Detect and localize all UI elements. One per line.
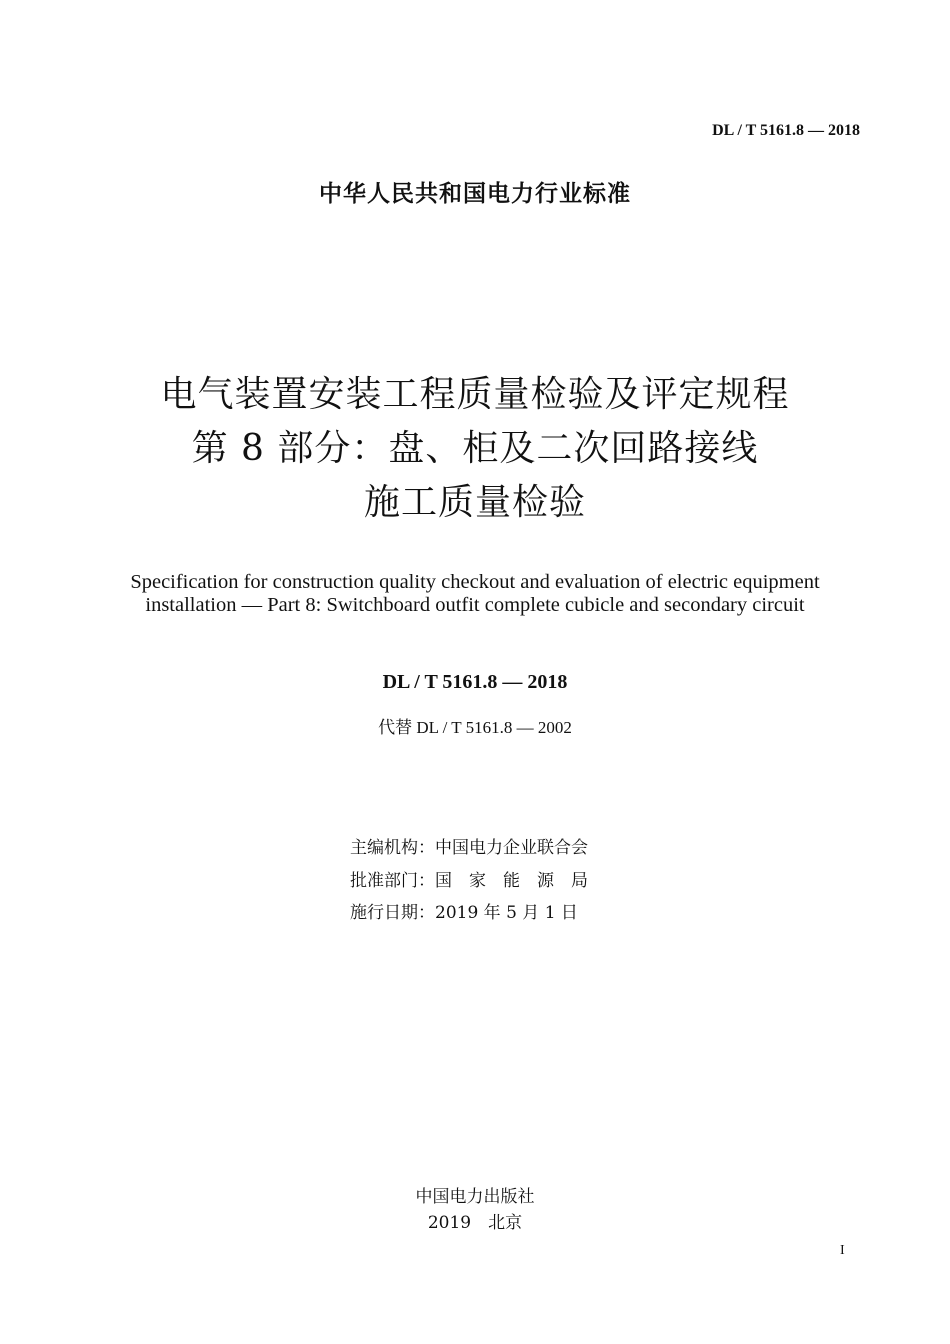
publisher-year-place: 2019 北京 xyxy=(427,1213,523,1233)
page-number: I xyxy=(840,1243,845,1258)
industry-standard-heading: 中华人民共和国电力行业标准 xyxy=(319,181,631,207)
publisher-name: 中国电力出版社 xyxy=(415,1187,535,1207)
editor-organization: 主编机构：中国电力企业联合会 xyxy=(350,838,588,858)
replaces-code: 代替 DL / T 5161.8 — 2002 xyxy=(378,718,572,737)
chinese-title-line-1: 电气装置安装工程质量检验及评定规程 xyxy=(160,374,790,415)
chinese-title-line-3: 施工质量检验 xyxy=(363,482,586,523)
standard-code: DL / T 5161.8 — 2018 xyxy=(382,671,568,693)
standard-code-header: DL / T 5161.8 — 2018 xyxy=(712,122,860,139)
effective-date: 施行日期：2019 年 5 月 1 日 xyxy=(350,903,578,923)
english-title-line-2: installation — Part 8: Switchboard outfit complete cubicle and secondary circuit xyxy=(145,594,805,616)
chinese-title-line-2: 第 8 部分：盘、柜及二次回路接线 xyxy=(191,428,759,469)
english-title-line-1: Specification for construction quality checkout and evaluation of electric equipment xyxy=(130,571,820,593)
approving-department: 批准部门：国 家 能 源 局 xyxy=(350,871,588,891)
